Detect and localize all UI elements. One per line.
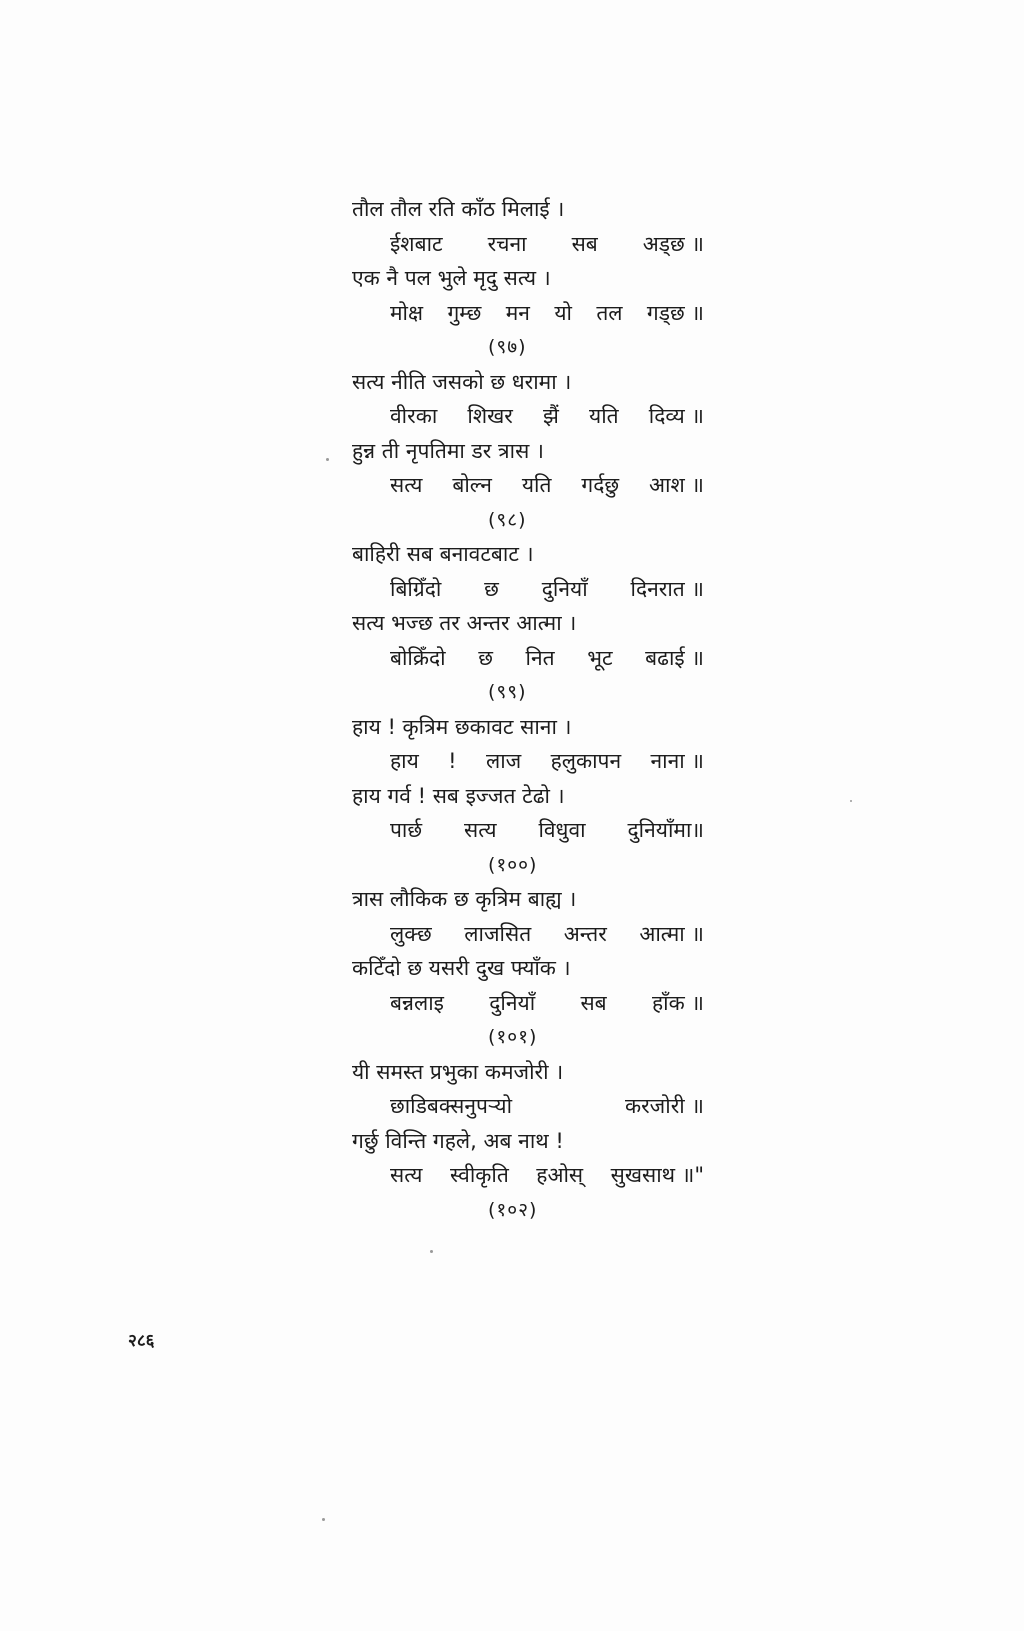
verse-word: बिग्रिँदो <box>390 576 442 601</box>
stanza <box>348 710 728 883</box>
verse-word: यति <box>589 404 619 428</box>
verse-word: हओस् <box>536 1163 584 1187</box>
verse-word: पार्छ <box>390 818 423 842</box>
verse-word: सत्य <box>390 473 423 497</box>
verse-line: हुन्न ती नृपतिमा डर त्रास । <box>352 438 544 463</box>
verse-word: विधुवा <box>538 818 586 842</box>
verse-word: बोक्रिँदो <box>390 645 446 670</box>
stanza-number: (१०१) <box>488 1026 538 1048</box>
verse-word: हलुकापन <box>550 749 622 773</box>
verse-line-indented <box>348 296 704 331</box>
stanza <box>348 192 728 365</box>
verse-line-indented <box>348 744 704 779</box>
verse-word: रचना <box>487 231 527 256</box>
verse-line: कटिँदो छ यसरी दुख फ्याँक । <box>352 956 571 980</box>
verse-line-indented <box>348 1158 704 1193</box>
verse-word: नित <box>525 645 555 670</box>
verse-line: एक नै पल भुले मृदु सत्य । <box>352 266 551 290</box>
verse-line: गर्छु विन्ति गहले, अब नाथ ! <box>352 1128 564 1153</box>
verse-word: गर्दछु <box>581 473 620 497</box>
verse-line: हाय गर्व ! सब इज्जत टेढो । <box>352 783 565 808</box>
stanza-number: (९९) <box>488 681 527 703</box>
verse-word: अड्छ ॥ <box>642 231 704 256</box>
verse-word: दुनियाँमा॥ <box>627 818 704 842</box>
verse-line-indented <box>348 986 704 1021</box>
verse-word: दुनियाँ <box>489 990 536 1015</box>
verse-word: तल <box>596 300 623 325</box>
verse-word: दिनरात ॥ <box>630 576 704 601</box>
stanza-number: (१००) <box>488 853 538 876</box>
verse-word: मोक्ष <box>390 300 424 325</box>
verse-word: लुक्छ <box>390 921 432 946</box>
verse-word: झैं <box>543 404 559 428</box>
verse-word: आत्मा ॥ <box>639 921 704 946</box>
verse-word: छ <box>484 576 499 601</box>
verse-word: शिखर <box>467 404 513 428</box>
verse-word: सत्य <box>464 818 497 842</box>
scan-speck <box>430 1250 433 1253</box>
verse-word: सब <box>571 231 598 256</box>
verse-word: वीरका <box>390 404 438 428</box>
verse-line: तौल तौल रति काँठ मिलाई । <box>352 197 565 221</box>
verse-line-indented <box>348 399 704 434</box>
verse-line-indented <box>348 917 704 952</box>
scan-speck <box>850 800 852 802</box>
verse-word: सब <box>580 990 607 1015</box>
scan-speck <box>322 1518 325 1521</box>
stanza <box>348 882 728 1055</box>
verse-word: बन्नलाइ <box>390 990 444 1015</box>
verse-line-indented <box>348 572 704 607</box>
verse-word: आश ॥ <box>648 473 704 497</box>
verse-word: ईशबाट <box>390 231 443 256</box>
verse-word: ! <box>448 749 457 773</box>
verse-word: बढाई ॥ <box>645 645 704 670</box>
verse-line: हाय ! कृत्रिम छकावट साना । <box>352 714 572 739</box>
stanza <box>348 1055 728 1228</box>
verse-word: मन <box>505 300 530 325</box>
verse-line-indented <box>348 1089 704 1124</box>
verse-line: सत्य नीति जसको छ धरामा । <box>352 369 572 394</box>
verse-word: लाजसित <box>464 921 532 946</box>
verse-line: बाहिरी सब बनावटबाट । <box>352 542 534 566</box>
verse-line-indented <box>348 641 704 676</box>
verse-word: छाडिबक्सनुपर्‍यो <box>390 1094 513 1118</box>
verse-line-indented <box>348 227 704 262</box>
verse-word: भूट <box>587 645 613 670</box>
verse-word: यो <box>554 300 572 325</box>
page-number: २८६ <box>128 1331 155 1351</box>
verse-line: सत्य भज्छ तर अन्तर आत्मा । <box>352 611 577 635</box>
verse-word: छ <box>478 645 493 670</box>
verse-word: बोल्न <box>452 473 492 497</box>
verse-word: करजोरी ॥ <box>624 1094 704 1118</box>
stanza <box>348 537 728 710</box>
verse-word: दिव्य ॥ <box>648 404 704 428</box>
scan-speck <box>326 458 329 461</box>
verse-word: सत्य <box>390 1163 423 1187</box>
verse-word: स्वीकृति <box>449 1163 509 1187</box>
verse-word: हाँक ॥ <box>652 990 704 1015</box>
stanza-number: (९८) <box>488 508 527 531</box>
stanza <box>348 365 728 538</box>
verse-line-indented <box>348 468 704 503</box>
verse-word: सुखसाथ ॥" <box>610 1163 704 1187</box>
verse-word: अन्तर <box>563 921 607 946</box>
stanza-number: (९७) <box>488 336 527 358</box>
verse-word: दुनियाँ <box>541 576 588 601</box>
verse-word: यति <box>521 473 552 497</box>
verse-line-indented <box>348 813 704 848</box>
verse-word: गुम्छ <box>447 300 482 325</box>
verse-word: हाय <box>390 749 419 773</box>
stanza-number: (१०२) <box>488 1198 538 1221</box>
verse-line: त्रास लौकिक छ कृत्रिम बाह्य । <box>352 887 577 911</box>
verse-word: नाना ॥ <box>650 749 704 773</box>
poem-body <box>348 192 728 1227</box>
verse-word: लाज <box>485 749 522 773</box>
verse-word: गड्छ ॥ <box>646 300 704 325</box>
verse-line: यी समस्त प्रभुका कमजोरी । <box>352 1059 564 1084</box>
